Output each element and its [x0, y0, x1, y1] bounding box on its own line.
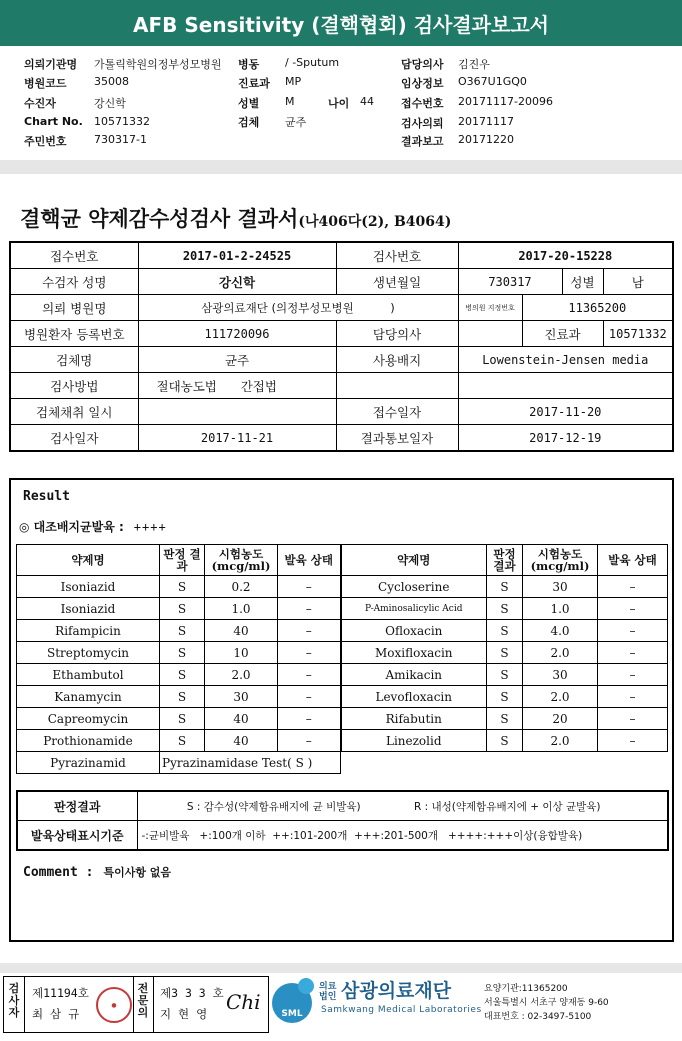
concentration: 2.0 [523, 686, 598, 708]
request-date-label: 검사의뢰 [401, 117, 444, 130]
org-address: 서울특별시 서초구 양재동 9-60 [484, 998, 609, 1008]
judgement: S [487, 730, 523, 752]
growth: – [598, 686, 668, 708]
clinical-info-label: 임상정보 [401, 77, 444, 90]
growth: – [598, 708, 668, 730]
drug-name: Kanamycin [17, 686, 160, 708]
divider [153, 977, 154, 1032]
drug-name: Isoniazid [17, 598, 160, 620]
table-row [17, 598, 668, 620]
id-number-value: 730317-1 [94, 133, 147, 146]
judgement: S [160, 686, 205, 708]
sex-label: 성별 [238, 97, 260, 110]
growth: – [598, 620, 668, 642]
reg-no-value: 111720096 [138, 321, 336, 347]
judgement: S [487, 576, 523, 598]
medium-label: 사용배지 [336, 347, 458, 373]
org-name: 삼광의료재단 [341, 980, 452, 1002]
legend-table [16, 790, 669, 851]
specimen-name-label: 검체명 [10, 347, 138, 373]
concentration: 0.2 [205, 576, 278, 598]
age-label: 나이 [328, 97, 350, 110]
org-contact [484, 982, 609, 1024]
drug-name: P-Aminosalicylic Acid [341, 598, 487, 620]
test-no-label: 검사번호 [336, 242, 458, 269]
birth-value: 730317 [458, 269, 562, 295]
org-type: 의료 법인 [319, 982, 337, 1002]
judgement-legend-r: R : 내성(약제함유배지에 + 이상 균발육) [410, 791, 668, 821]
designated-no-value: 11365200 [522, 295, 673, 321]
clinical-info-value: O367U1GQ0 [458, 75, 527, 88]
drug-name: Streptomycin [17, 642, 160, 664]
receipt-no-value: 2017-01-2-24525 [138, 242, 336, 269]
concentration: 2.0 [523, 730, 598, 752]
concentration: 20 [523, 708, 598, 730]
growth: – [598, 598, 668, 620]
growth: – [598, 730, 668, 752]
judgement: S [487, 686, 523, 708]
receipt-value: 20171117-20096 [458, 95, 553, 108]
growth-legend-label: 발육상태표시기준 [17, 821, 137, 851]
designated-no-label: 병의원 지정번호 [458, 295, 522, 321]
table-row [17, 642, 668, 664]
header-growth-right: 발육 상태 [598, 545, 668, 576]
control-growth-value: ++++ [133, 520, 167, 534]
doctor-value-cell [458, 321, 522, 347]
doctor-label: 담당의사 [401, 58, 444, 71]
growth: – [598, 642, 668, 664]
concentration: 40 [205, 620, 278, 642]
sex-value-cell: 남 [603, 269, 673, 295]
growth: – [278, 708, 341, 730]
growth: – [278, 576, 341, 598]
growth-legend-value: -:균비발육 +:100개 이하 ++:101-200개 +++:201-500개 ++++:+++이상(융합발육) [137, 821, 668, 851]
specialist-label: 전문의 [137, 982, 149, 1019]
test-no-value: 2017-20-15228 [458, 242, 673, 269]
sml-logo-icon: SML [272, 983, 312, 1023]
method-absolute: 절대농도법 [156, 378, 217, 394]
receipt-label: 접수번호 [401, 97, 444, 110]
handwritten-signature: Chi [226, 990, 261, 1014]
name-value: 강신학 [138, 269, 336, 295]
dept-label: 진료과 [238, 77, 270, 90]
org-phone: 대표번호 : 02-3497-5100 [484, 1012, 592, 1022]
patient-value: 강신학 [94, 97, 126, 110]
divider [24, 977, 25, 1032]
judgement: S [160, 708, 205, 730]
divider [133, 977, 134, 1032]
drug-name: Ofloxacin [341, 620, 487, 642]
specimen-label: 검체 [238, 116, 260, 129]
judgement: S [487, 598, 523, 620]
judgement: S [160, 598, 205, 620]
judgement: S [160, 730, 205, 752]
table-row [17, 664, 668, 686]
tested-label: 검사일자 [10, 425, 138, 452]
doctor-value: 김진우 [458, 58, 490, 71]
method-label: 검사방법 [10, 373, 138, 399]
hospital-code-value: 35008 [94, 75, 129, 88]
org-english-name: Samkwang Medical Laboratories [321, 1005, 482, 1015]
hospital-value: 삼광의료재단 (의정부성모병원 ) [138, 295, 458, 321]
pyrazinamid-label: Pyrazinamid [17, 752, 160, 774]
chart-no-label: Chart No. [24, 115, 83, 128]
ward-value: / -Sputum [285, 56, 340, 69]
specimen-value: 균주 [285, 116, 307, 129]
header-drug-right: 약제명 [341, 545, 487, 576]
growth: – [598, 664, 668, 686]
concentration: 1.0 [523, 598, 598, 620]
header-drug-left: 약제명 [17, 545, 160, 576]
pyrazinamid-row [17, 752, 668, 774]
growth: – [278, 686, 341, 708]
dept-label-cell: 진료과 [522, 321, 603, 347]
table-row [17, 686, 668, 708]
table-row [17, 708, 668, 730]
judgement: S [160, 576, 205, 598]
pyrazinamid-value: Pyrazinamidase Test( S ) [160, 752, 341, 774]
id-number-label: 주민번호 [24, 135, 67, 148]
collect-value [138, 399, 336, 425]
drug-name: Ethambutol [17, 664, 160, 686]
examiner-no: 제11194호 [32, 986, 89, 1000]
document-code: (나406다(2), B4064) [298, 214, 452, 230]
growth: – [278, 664, 341, 686]
table-row [17, 620, 668, 642]
reg-no-label: 병원환자 등록번호 [10, 321, 138, 347]
official-seal-icon: ● [96, 987, 132, 1023]
examiner-label: 검사자 [8, 982, 20, 1019]
table-row [17, 730, 668, 752]
concentration: 10 [205, 642, 278, 664]
hospital-label: 의뢰 병원명 [10, 295, 138, 321]
header-growth-left: 발육 상태 [278, 545, 341, 576]
specialist-no: 제3 3 3 호 [160, 986, 224, 1000]
judgement: S [160, 664, 205, 686]
report-date-value: 20171220 [458, 133, 514, 146]
judgement: S [487, 708, 523, 730]
concentration: 40 [205, 730, 278, 752]
drug-name: Amikacin [341, 664, 487, 686]
judgement: S [487, 620, 523, 642]
name-label: 수검자 성명 [10, 269, 138, 295]
section-divider [0, 160, 682, 174]
method-empty-2 [458, 373, 673, 399]
document-title-text: 결핵균 약제감수성검사 결과서 [20, 206, 299, 231]
header-judgement-right: 판정 결과 [487, 545, 523, 576]
specialist-name: 지 현 영 [160, 1007, 208, 1021]
method-value [138, 373, 336, 399]
growth: – [278, 620, 341, 642]
method-indirect: 간접법 [240, 378, 277, 394]
report-header-title: AFB Sensitivity (결핵협회) 검사결과보고서 [0, 0, 682, 46]
drug-name: Moxifloxacin [341, 642, 487, 664]
examiner-name: 최 삼 규 [32, 1007, 80, 1021]
drug-sensitivity-table [16, 544, 668, 774]
drug-name: Rifabutin [341, 708, 487, 730]
birth-label: 생년월일 [336, 269, 458, 295]
sex-value: M [285, 95, 295, 108]
concentration: 30 [205, 686, 278, 708]
received-value: 2017-11-20 [458, 399, 673, 425]
result-title: Result [23, 489, 70, 504]
table-row [17, 576, 668, 598]
drug-name: Levofloxacin [341, 686, 487, 708]
notified-label: 결과통보일자 [336, 425, 458, 452]
comment-label: Comment : [23, 865, 94, 880]
header-conc-right: 시험농도 (mcg/ml) [523, 545, 598, 576]
dept-value: MP [285, 75, 302, 88]
header-judgement-left: 판정 결과 [160, 545, 205, 576]
institution-label: 의뢰기관명 [24, 58, 78, 71]
specimen-name-value: 균주 [138, 347, 336, 373]
dept-value-cell: 10571332 [603, 321, 673, 347]
judgement: S [487, 642, 523, 664]
patient-info-table [9, 241, 674, 452]
method-empty [336, 373, 458, 399]
growth: – [278, 598, 341, 620]
patient-label: 수진자 [24, 97, 56, 110]
judgement: S [487, 664, 523, 686]
receipt-no-label: 접수번호 [10, 242, 138, 269]
hospital-code-label: 병원코드 [24, 77, 67, 90]
org-code: 요양기관:11365200 [484, 984, 568, 994]
concentration: 4.0 [523, 620, 598, 642]
growth: – [598, 576, 668, 598]
ward-label: 병동 [238, 58, 260, 71]
judgement: S [160, 642, 205, 664]
control-growth-line [19, 518, 167, 535]
pyrazinamid-blank [341, 752, 668, 774]
drug-name: Prothionamide [17, 730, 160, 752]
concentration: 40 [205, 708, 278, 730]
drug-name: Linezolid [341, 730, 487, 752]
header-conc-left: 시험농도 (mcg/ml) [205, 545, 278, 576]
concentration: 30 [523, 576, 598, 598]
drug-name: Cycloserine [341, 576, 487, 598]
comment-value: 특이사항 없음 [103, 866, 172, 879]
concentration: 1.0 [205, 598, 278, 620]
sex-label-cell: 성별 [562, 269, 603, 295]
comment-line [23, 864, 171, 880]
collect-label: 검체채취 일시 [10, 399, 138, 425]
growth: – [278, 642, 341, 664]
institution-value: 가톨릭학원의정부성모병원 [94, 58, 222, 71]
doctor-label-cell: 담당의사 [336, 321, 458, 347]
judgement-legend-label: 판정결과 [17, 791, 137, 821]
growth: – [278, 730, 341, 752]
age-value: 44 [360, 95, 374, 108]
concentration: 2.0 [205, 664, 278, 686]
received-label: 접수일자 [336, 399, 458, 425]
logo-accent-icon [298, 978, 314, 994]
tested-value: 2017-11-21 [138, 425, 336, 452]
medium-value: Lowenstein-Jensen media [458, 347, 673, 373]
notified-value: 2017-12-19 [458, 425, 673, 452]
drug-name: Isoniazid [17, 576, 160, 598]
judgement: S [160, 620, 205, 642]
control-growth-label: ◎ 대조배지균발육 : [19, 520, 124, 534]
request-date-value: 20171117 [458, 115, 514, 128]
document-title [20, 203, 451, 233]
footer-divider [0, 963, 682, 973]
concentration: 30 [523, 664, 598, 686]
drug-name: Rifampicin [17, 620, 160, 642]
report-date-label: 결과보고 [401, 135, 444, 148]
drug-name: Capreomycin [17, 708, 160, 730]
concentration: 2.0 [523, 642, 598, 664]
chart-no-value: 10571332 [94, 115, 150, 128]
judgement-legend-s: S : 감수성(약제함유배지에 균 비발육) [137, 791, 410, 821]
